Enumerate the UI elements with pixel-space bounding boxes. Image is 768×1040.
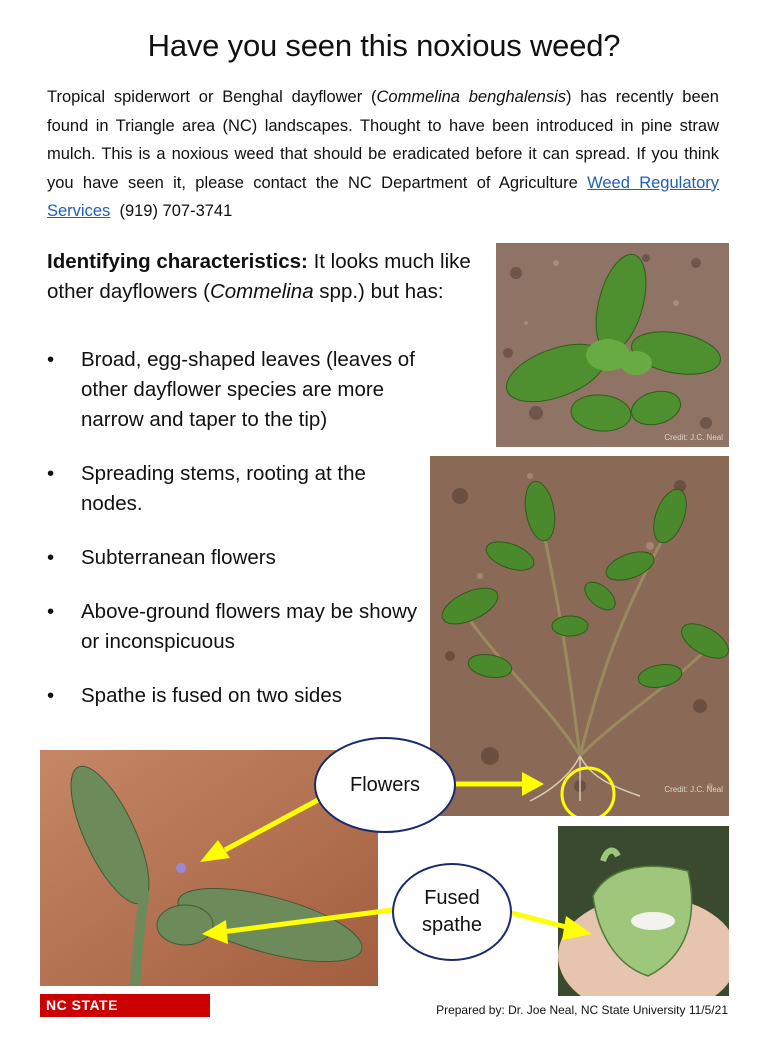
nc-state-logo [40,994,210,1036]
spathe-label: spathe [421,914,483,936]
list-item: • Spathe is fused on two sides [47,681,432,711]
identifying-text-continued: spp.) but has: [313,280,444,303]
photo-credit: Credit: J.C. Neal [664,785,723,794]
identifying-characteristics [47,247,477,307]
photo-credit: Credit: J.C. Neal [664,433,723,442]
species-name: Commelina benghalensis [376,88,566,106]
list-item: • Broad, egg-shaped leaves (leaves of other dayflower species are more narrow and taper to the tip) [47,345,432,435]
list-item: • Spreading stems, rooting at the nodes. [47,459,432,519]
genus-name: Commelina [209,280,314,303]
characteristics-list [47,345,432,711]
page-title: Have you seen this noxious weed? [147,28,621,63]
fused-spathe-photo [558,826,729,996]
plant-top-photo [496,243,729,447]
identifying-heading: Identifying characteristics: [47,250,308,273]
weed-regulatory-services-link[interactable]: Weed Regulatory Services [47,173,719,220]
fused-label: Fused [424,887,480,909]
intro-text: Tropical spiderwort or Benghal dayflower ( [47,88,377,106]
phone-number: (919) 707-3741 [119,202,233,220]
list-item: • Above-ground flowers may be showy or inconspicuous [47,597,432,657]
logo-bold: NC STATE [46,997,118,1013]
spreading-plant-photo [430,456,729,816]
flowers-label: Flowers [349,773,420,796]
list-item: • Subterranean flowers [47,543,432,573]
intro-paragraph [47,83,719,226]
flowers-callout [314,737,456,833]
fused-spathe-callout [392,863,512,961]
identifying-text: It looks much like other dayflowers ( [47,250,471,303]
logo-rest: UNIVERSITY [46,1020,136,1036]
intro-text-continued: ) has recently been found in Triangle area (NC) landscapes. Thought to have been introduced in pine straw mulch. This is a noxious weed that should be eradicated before it can spread. If you think you have seen it, please contact the NC Department of Agriculture [47,88,719,192]
prepared-by-footer: Prepared by: Dr. Joe Neal, NC State University 11/5/21 [436,1003,728,1017]
